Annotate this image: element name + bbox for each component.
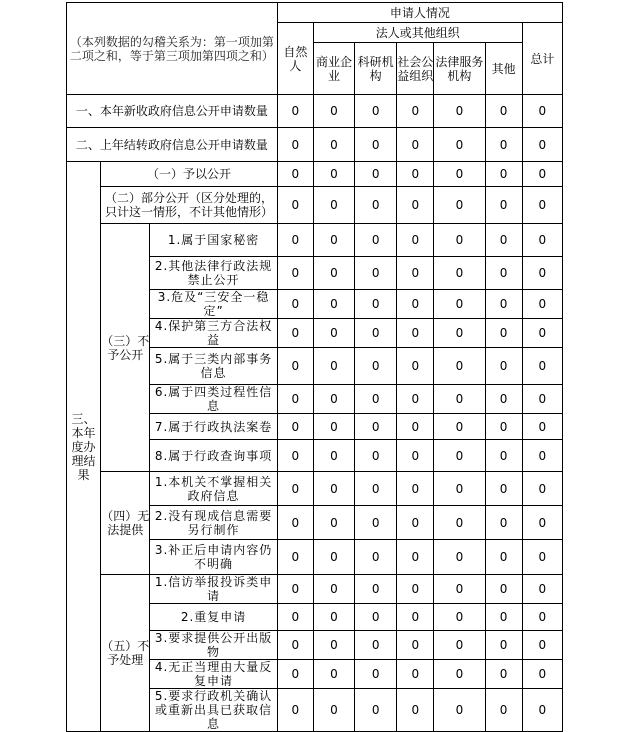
value-cell: 0 [313, 224, 354, 257]
value-cell: 0 [397, 224, 434, 257]
applicant-info-header: 申请人情况 [277, 3, 562, 23]
value-cell: 0 [397, 348, 434, 385]
value-cell: 0 [397, 660, 434, 689]
value-cell: 0 [522, 348, 562, 385]
value-cell: 0 [313, 689, 354, 732]
value-cell: 0 [355, 385, 397, 414]
value-cell: 0 [397, 385, 434, 414]
value-cell: 0 [277, 540, 313, 575]
value-cell: 0 [355, 224, 397, 257]
row-disclosed-label: （一）予以公开 [101, 162, 278, 187]
column-note: （本列数据的勾稽关系为：第一项加第二项之和，等于第三项加第四项之和） [67, 3, 278, 95]
header-business: 商业企业 [313, 43, 354, 95]
value-cell: 0 [434, 187, 485, 224]
value-cell: 0 [397, 472, 434, 506]
value-cell: 0 [485, 506, 522, 540]
value-cell: 0 [522, 631, 562, 660]
row-partially-disclosed-label: （二）部分公开（区分处理的，只计这一情形，不计其他情形） [101, 187, 278, 224]
sub-item-label: 2.重复申请 [150, 604, 278, 631]
value-cell: 0 [277, 660, 313, 689]
value-cell: 0 [313, 575, 354, 604]
value-cell: 0 [434, 414, 485, 440]
value-cell: 0 [522, 290, 562, 319]
value-cell: 0 [397, 162, 434, 187]
value-cell: 0 [522, 540, 562, 575]
value-cell: 0 [485, 385, 522, 414]
sub-item-label: 4.保护第三方合法权益 [150, 319, 278, 348]
section-results-label: 三、本年度办理结果 [67, 162, 101, 732]
value-cell: 0 [277, 385, 313, 414]
value-cell: 0 [485, 440, 522, 472]
value-cell: 0 [397, 506, 434, 540]
value-cell: 0 [355, 540, 397, 575]
value-cell: 0 [485, 290, 522, 319]
value-cell: 0 [434, 162, 485, 187]
table-row [67, 224, 563, 257]
table-row [67, 472, 563, 506]
value-cell: 0 [485, 319, 522, 348]
value-cell: 0 [485, 660, 522, 689]
value-cell: 0 [434, 472, 485, 506]
value-cell: 0 [355, 631, 397, 660]
value-cell: 0 [397, 290, 434, 319]
value-cell: 0 [277, 689, 313, 732]
value-cell: 0 [277, 128, 313, 162]
header-legal-service: 法律服务机构 [434, 43, 485, 95]
value-cell: 0 [397, 440, 434, 472]
value-cell: 0 [397, 414, 434, 440]
value-cell: 0 [522, 187, 562, 224]
value-cell: 0 [277, 162, 313, 187]
value-cell: 0 [277, 440, 313, 472]
value-cell: 0 [313, 385, 354, 414]
value-cell: 0 [434, 348, 485, 385]
group-not-processed-label: （五）不予处理 [101, 575, 150, 732]
value-cell: 0 [355, 575, 397, 604]
value-cell: 0 [313, 631, 354, 660]
value-cell: 0 [277, 224, 313, 257]
value-cell: 0 [485, 224, 522, 257]
value-cell: 0 [485, 257, 522, 290]
value-cell: 0 [522, 128, 562, 162]
header-social-welfare: 社会公益组织 [397, 43, 434, 95]
value-cell: 0 [355, 604, 397, 631]
value-cell: 0 [355, 472, 397, 506]
value-cell: 0 [434, 128, 485, 162]
table-row [67, 162, 563, 187]
value-cell: 0 [313, 604, 354, 631]
value-cell: 0 [485, 348, 522, 385]
value-cell: 0 [522, 319, 562, 348]
sub-item-label: 3.补正后申请内容仍不明确 [150, 540, 278, 575]
value-cell: 0 [277, 604, 313, 631]
value-cell: 0 [485, 689, 522, 732]
value-cell: 0 [313, 162, 354, 187]
natural-person-header: 自然人 [277, 23, 313, 95]
value-cell: 0 [485, 95, 522, 128]
value-cell: 0 [355, 348, 397, 385]
sub-item-label: 7.属于行政执法案卷 [150, 414, 278, 440]
value-cell: 0 [522, 385, 562, 414]
table-row [67, 187, 563, 224]
value-cell: 0 [313, 660, 354, 689]
group-not-disclosed-label: （三）不予公开 [101, 224, 150, 472]
value-cell: 0 [313, 348, 354, 385]
value-cell: 0 [397, 128, 434, 162]
value-cell: 0 [434, 631, 485, 660]
group-unable-to-provide-label: （四）无法提供 [101, 472, 150, 575]
value-cell: 0 [522, 689, 562, 732]
value-cell: 0 [355, 319, 397, 348]
value-cell: 0 [434, 689, 485, 732]
sub-item-label: 6.属于四类过程性信息 [150, 385, 278, 414]
value-cell: 0 [277, 506, 313, 540]
value-cell: 0 [277, 348, 313, 385]
table-row [67, 95, 563, 128]
value-cell: 0 [522, 660, 562, 689]
value-cell: 0 [522, 257, 562, 290]
value-cell: 0 [522, 162, 562, 187]
sub-item-label: 5.要求行政机关确认或重新出具已获取信息 [150, 689, 278, 732]
sub-item-label: 1.属于国家秘密 [150, 224, 278, 257]
value-cell: 0 [355, 128, 397, 162]
value-cell: 0 [355, 290, 397, 319]
value-cell: 0 [277, 631, 313, 660]
value-cell: 0 [522, 95, 562, 128]
value-cell: 0 [313, 95, 354, 128]
value-cell: 0 [313, 187, 354, 224]
value-cell: 0 [485, 604, 522, 631]
value-cell: 0 [485, 472, 522, 506]
value-cell: 0 [277, 290, 313, 319]
value-cell: 0 [355, 257, 397, 290]
value-cell: 0 [434, 319, 485, 348]
row-carried-over-label: 二、上年结转政府信息公开申请数量 [67, 128, 278, 162]
value-cell: 0 [277, 575, 313, 604]
value-cell: 0 [434, 540, 485, 575]
table-row [67, 128, 563, 162]
value-cell: 0 [522, 224, 562, 257]
value-cell: 0 [522, 604, 562, 631]
total-header: 总计 [522, 23, 562, 95]
sub-item-label: 2.其他法律行政法规禁止公开 [150, 257, 278, 290]
value-cell: 0 [434, 257, 485, 290]
table-row [67, 3, 563, 23]
value-cell: 0 [434, 660, 485, 689]
value-cell: 0 [355, 689, 397, 732]
value-cell: 0 [355, 95, 397, 128]
value-cell: 0 [522, 414, 562, 440]
value-cell: 0 [313, 128, 354, 162]
value-cell: 0 [277, 472, 313, 506]
value-cell: 0 [485, 540, 522, 575]
value-cell: 0 [277, 414, 313, 440]
sub-item-label: 3.要求提供公开出版物 [150, 631, 278, 660]
value-cell: 0 [355, 440, 397, 472]
value-cell: 0 [522, 575, 562, 604]
value-cell: 0 [434, 95, 485, 128]
gov-info-disclosure-table [66, 2, 563, 732]
value-cell: 0 [485, 162, 522, 187]
value-cell: 0 [313, 506, 354, 540]
value-cell: 0 [277, 187, 313, 224]
value-cell: 0 [397, 604, 434, 631]
value-cell: 0 [434, 506, 485, 540]
value-cell: 0 [397, 689, 434, 732]
value-cell: 0 [313, 257, 354, 290]
value-cell: 0 [485, 575, 522, 604]
sub-item-label: 1.本机关不掌握相关政府信息 [150, 472, 278, 506]
value-cell: 0 [397, 319, 434, 348]
legal-persons-header: 法人或其他组织 [313, 23, 522, 43]
value-cell: 0 [313, 414, 354, 440]
value-cell: 0 [355, 162, 397, 187]
value-cell: 0 [397, 95, 434, 128]
value-cell: 0 [397, 631, 434, 660]
value-cell: 0 [434, 604, 485, 631]
header-other: 其他 [485, 43, 522, 95]
value-cell: 0 [434, 224, 485, 257]
value-cell: 0 [485, 128, 522, 162]
value-cell: 0 [355, 660, 397, 689]
value-cell: 0 [434, 440, 485, 472]
value-cell: 0 [522, 472, 562, 506]
header-research: 科研机构 [355, 43, 397, 95]
value-cell: 0 [397, 257, 434, 290]
value-cell: 0 [397, 540, 434, 575]
value-cell: 0 [397, 575, 434, 604]
value-cell: 0 [355, 414, 397, 440]
value-cell: 0 [434, 290, 485, 319]
value-cell: 0 [313, 472, 354, 506]
value-cell: 0 [313, 540, 354, 575]
value-cell: 0 [522, 506, 562, 540]
value-cell: 0 [485, 631, 522, 660]
value-cell: 0 [277, 257, 313, 290]
sub-item-label: 5.属于三类内部事务信息 [150, 348, 278, 385]
value-cell: 0 [277, 319, 313, 348]
value-cell: 0 [355, 187, 397, 224]
sub-item-label: 8.属于行政查询事项 [150, 440, 278, 472]
value-cell: 0 [485, 414, 522, 440]
value-cell: 0 [434, 575, 485, 604]
value-cell: 0 [277, 95, 313, 128]
sub-item-label: 4.无正当理由大量反复申请 [150, 660, 278, 689]
sub-item-label: 1.信访举报投诉类申请 [150, 575, 278, 604]
value-cell: 0 [434, 385, 485, 414]
table-row [67, 575, 563, 604]
value-cell: 0 [485, 187, 522, 224]
row-new-requests-label: 一、本年新收政府信息公开申请数量 [67, 95, 278, 128]
value-cell: 0 [355, 506, 397, 540]
sub-item-label: 2.没有现成信息需要另行制作 [150, 506, 278, 540]
value-cell: 0 [313, 290, 354, 319]
value-cell: 0 [397, 187, 434, 224]
value-cell: 0 [522, 440, 562, 472]
value-cell: 0 [313, 440, 354, 472]
value-cell: 0 [313, 319, 354, 348]
sub-item-label: 3.危及“三安全一稳定” [150, 290, 278, 319]
